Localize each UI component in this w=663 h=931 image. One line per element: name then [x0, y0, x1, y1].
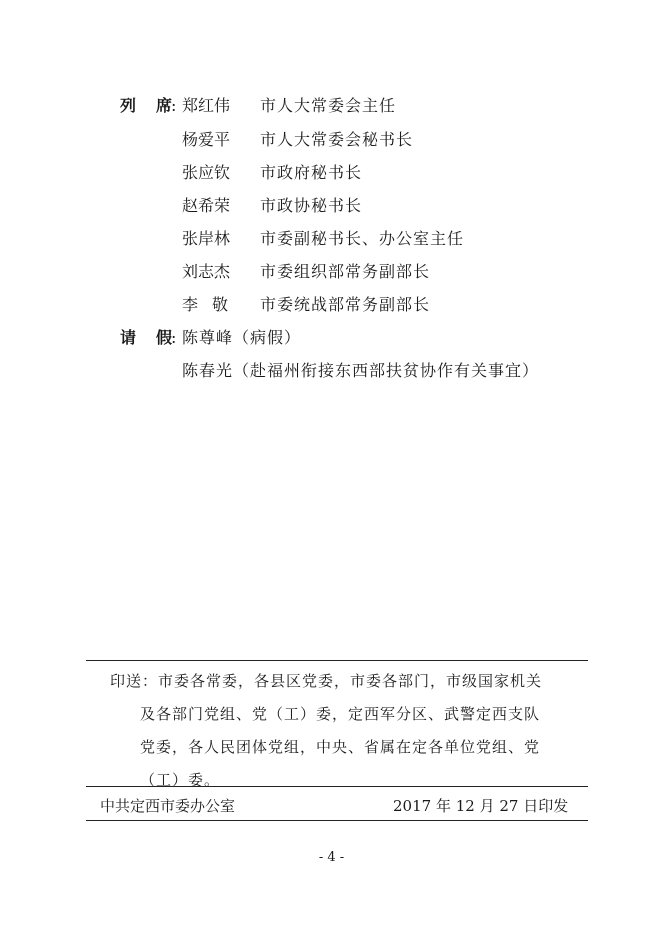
distribution-line: （工）委。 — [140, 771, 221, 789]
middle-rule — [86, 786, 588, 787]
attendee-name: 杨爱平 — [182, 130, 231, 149]
bottom-rule — [86, 820, 588, 821]
attendee-role: 市人大常委会秘书长 — [260, 130, 414, 149]
leave-colon: : — [171, 328, 177, 347]
attendee-role: 市委组织部常务副部长 — [260, 262, 431, 281]
leave-entry: 陈尊峰（病假） — [182, 328, 302, 347]
attendee-name: 刘志杰 — [182, 262, 231, 281]
top-rule — [86, 660, 588, 661]
attendee-role: 市委副秘书长、办公室主任 — [260, 229, 465, 248]
attendee-name: 张应钦 — [182, 163, 231, 182]
attendee-name: 张岸林 — [182, 229, 231, 248]
attendee-name: 赵希荣 — [182, 196, 231, 215]
document-page: 列 席 : 郑红伟 市人大常委会主任 杨爱平 市人大常委会秘书长 张应钦 市政府秘书长 赵希荣 市政协秘书长 张岸林 市委副秘书长、办公室主任 刘志杰 市委组织部常务副部长 李 敬 市委统战部常务副部长 请 假 : 陈尊峰（病假） 陈春光（赴福州衔接东西部扶贫协作有关事宜） 印送：市委各常委，各县区党委，市委各部门，市级国家机关 及各部门党组、党（工）委，定西军分区、武警定西支队 党委，各人民团体党组，中央、省属在定各单位党组、党 （工）委。 中共定西市委办公室 2017 年 12 月 27 日印发 - 4 - — [0, 0, 663, 931]
leave-entry: 陈春光（赴福州衔接东西部扶贫协作有关事宜） — [182, 361, 540, 380]
attendee-name: 李 敬 — [182, 295, 229, 314]
page-number: - 4 - — [318, 850, 345, 865]
attendees-colon: : — [171, 96, 177, 115]
distribution-line: 党委，各人民团体党组，中央、省属在定各单位党组、党 — [140, 738, 541, 756]
attendee-role: 市委统战部常务副部长 — [260, 295, 431, 314]
attendee-role: 市政府秘书长 — [260, 163, 363, 182]
attendee-name: 郑红伟 — [182, 96, 231, 115]
attendee-role: 市政协秘书长 — [260, 196, 363, 215]
distribution-line: 及各部门党组、党（工）委，定西军分区、武警定西支队 — [140, 705, 541, 723]
attendee-role: 市人大常委会主任 — [260, 96, 397, 115]
issuer: 中共定西市委办公室 — [100, 797, 236, 815]
distribution-line: 印送：市委各常委，各县区党委，市委各部门，市级国家机关 — [110, 672, 543, 690]
issue-date: 2017 年 12 月 27 日印发 — [393, 797, 569, 815]
